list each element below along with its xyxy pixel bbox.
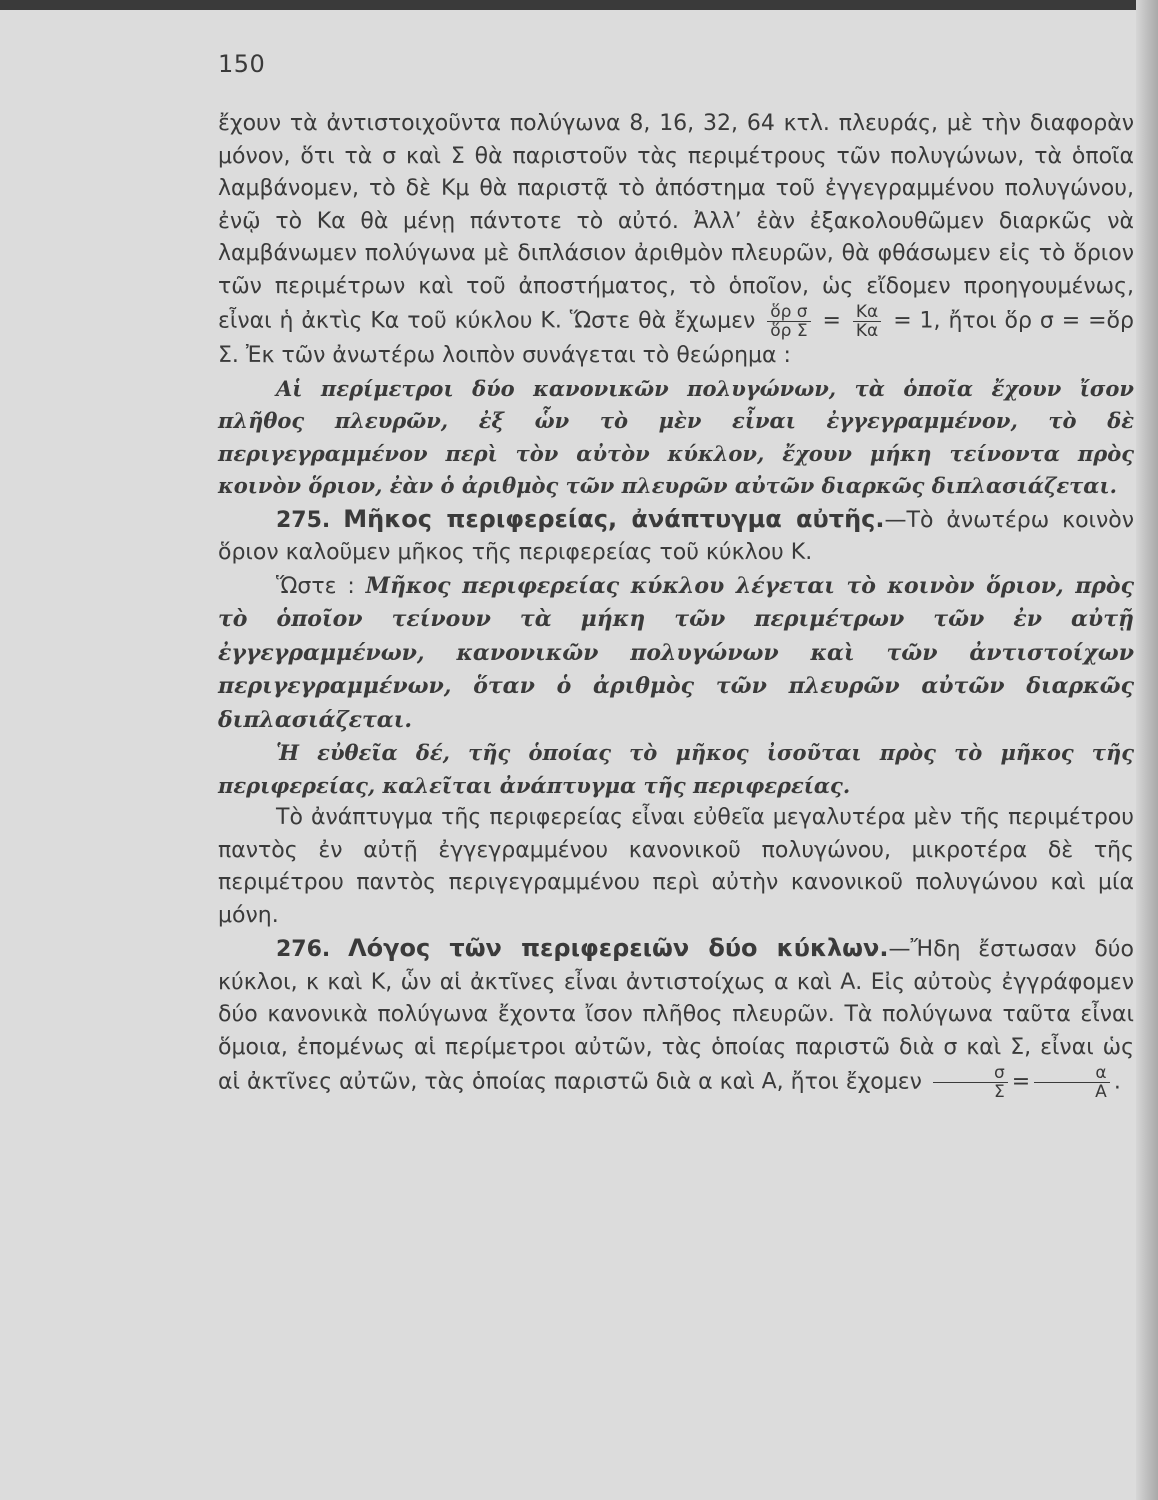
paragraph-perimeters <box>218 108 1134 373</box>
equation-tail: = 1, ἤτοι ὅρ σ = <box>893 308 1081 334</box>
fraction-denominator: Κα <box>855 321 879 341</box>
book-page <box>218 40 1134 1101</box>
scan-binding-shadow <box>1136 0 1158 1500</box>
definition-development: Ἡ εὐθεῖα δέ, τῆς ὁποίας τὸ μῆκος ἰσοῦται πρὸς τὸ μῆκος τῆς περιφερείας, καλεῖται ἀνάπτυγμα τῆς περιφερείας. <box>218 740 1134 798</box>
equals-sign: = <box>1011 1069 1031 1095</box>
paragraph-development: Τὸ ἀνάπτυγμα τῆς περιφερείας εἶναι εὐθεῖα μεγαλυτέρα μὲν τῆς περιμέτρου παντὸς ἐν αὐτῇ ἐγγεγραμμένου κανονικοῦ πολυγώνου, μικροτέρα δὲ τῆς περιμέτρου παντὸς περιγεγραμμένου περὶ αὐτὴν κανονικοῦ πολυγώνου καὶ μία μόνη. <box>218 805 1134 928</box>
fraction-perimeters <box>933 1064 1008 1101</box>
equation-end: . <box>1113 1069 1121 1095</box>
paragraph-perimeters-text: ἔχουν τὰ ἀντιστοιχοῦντα πολύγωνα 8, 16, 32, 64 κτλ. πλευράς, μὲ τὴν διαφορὰν μόνον, ὅτι τὰ σ καὶ Σ θὰ παριστοῦν τὰς περιμέτρους τῶν πολυγώνων, τὰ ὁποῖα λαμβάνομεν, τὸ δὲ Κμ θὰ παριστᾷ τὸ ἀπόστημα τοῦ ἐγγεγραμμένου πολυγώνου, ἐνῷ τὸ Κα θὰ μένῃ πάντοτε τὸ αὐτό. Ἀλλ’ ἐὰν ἐξακολουθῶμεν διαρκῶς νὰ λαμβάνωμεν πολύγωνα μὲ διπλάσιον ἀριθμὸν πλευρῶν, θὰ φθάσωμεν εἰς τὸ ὅριον τῶν περιμέτρων καὶ τοῦ ἀποστήματος, τὸ ὁποῖον, ὡς εἴδομεν προηγουμένως, εἶναι ἡ ἀκτὶς Κα τοῦ κύκλου Κ. Ὥστε θὰ ἔχωμεν <box>218 111 1134 334</box>
section-276 <box>218 932 1134 1101</box>
section-title: Λόγος τῶν περιφερειῶν δύο κύκλων. <box>348 934 889 962</box>
scan-top-edge <box>0 0 1158 10</box>
fraction-numerator: σ <box>933 1064 1008 1083</box>
definition-lead: Ὥστε : <box>276 573 355 599</box>
page-number: 150 <box>218 50 266 78</box>
fraction-limit-perimeters <box>767 303 810 340</box>
fraction-numerator: α <box>1034 1064 1110 1083</box>
section-text: —Ἤδη ἔστωσαν δύο κύκλοι, κ καὶ Κ, ὧν αἱ ἀκτῖνες εἶναι ἀντιστοίχως α καὶ Α. Εἰς αὐτοὺς ἐγγράφομεν δύο κανονικὰ πολύγωνα ἔχοντα ἴσον πλῆθος πλευρῶν. Τὰ πολύγωνα ταῦτα εἶναι ὅμοια, ἐπομένως αἱ περίμετροι αὐτῶν, τὰς ὁποίας παριστῶ διὰ σ καὶ Σ, εἶναι ὡς αἱ ἀκτῖνες αὐτῶν, τὰς ὁποίας παριστῶ διὰ α καὶ Α, ἤτοι ἔχομεν <box>218 937 1134 1095</box>
definition-text: Μῆκος περιφερείας κύκλου λέγεται τὸ κοινὸν ὅριον, πρὸς τὸ ὁποῖον τείνουν τὰ μήκη τῶν περιμέτρων τῶν ἐν αὐτῇ ἐγγεγραμμένων, κανονικῶν πολυγώνων καὶ τῶν ἀντιστοίχων περιγεγραμμένων, ὅταν ὁ ἀριθμὸς τῶν πλευρῶν αὐτῶν διαρκῶς διπλασιάζεται. <box>218 572 1134 733</box>
fraction-denominator: Σ <box>993 1082 1005 1102</box>
fraction-denominator: ὅρ Σ <box>770 321 808 341</box>
equals-sign: = <box>822 308 841 334</box>
fraction-numerator: Κα <box>853 303 881 322</box>
paragraph-perimeters-end: =ὅρ Σ. Ἐκ τῶν ἀνωτέρω λοιπὸν συνάγεται τὸ θεώρημα : <box>218 308 1134 368</box>
section-275 <box>218 503 1134 570</box>
fraction-numerator: ὅρ σ <box>767 303 810 322</box>
section-text: —Τὸ ἀνωτέρω κοινὸν ὅριον καλοῦμεν μῆκος τῆς περιφερείας τοῦ κύκλου Κ. <box>218 507 1135 565</box>
theorem-perimeters: Αἱ περίμετροι δύο κανονικῶν πολυγώνων, τὰ ὁποῖα ἔχουν ἴσον πλῆθος πλευρῶν, ἐξ ὧν τὸ μὲν εἶναι ἐγγεγραμμένον, τὸ δὲ περιγεγραμμένον περὶ τὸν αὐτὸν κύκλον, ἔχουν μήκη τείνοντα πρὸς κοινὸν ὅριον, ἐὰν ὁ ἀριθμὸς τῶν πλευρῶν αὐτῶν διαρκῶς διπλασιάζεται. <box>218 375 1134 498</box>
fraction-radius <box>853 303 881 340</box>
fraction-radii <box>1034 1064 1110 1101</box>
fraction-denominator: Α <box>1095 1082 1107 1102</box>
definition-circumference <box>218 570 1134 738</box>
section-number: 275. <box>276 507 331 533</box>
section-title: Μῆκος περιφερείας, ἀνάπτυγμα αὐτῆς. <box>343 504 885 533</box>
section-number: 276. <box>276 937 331 962</box>
